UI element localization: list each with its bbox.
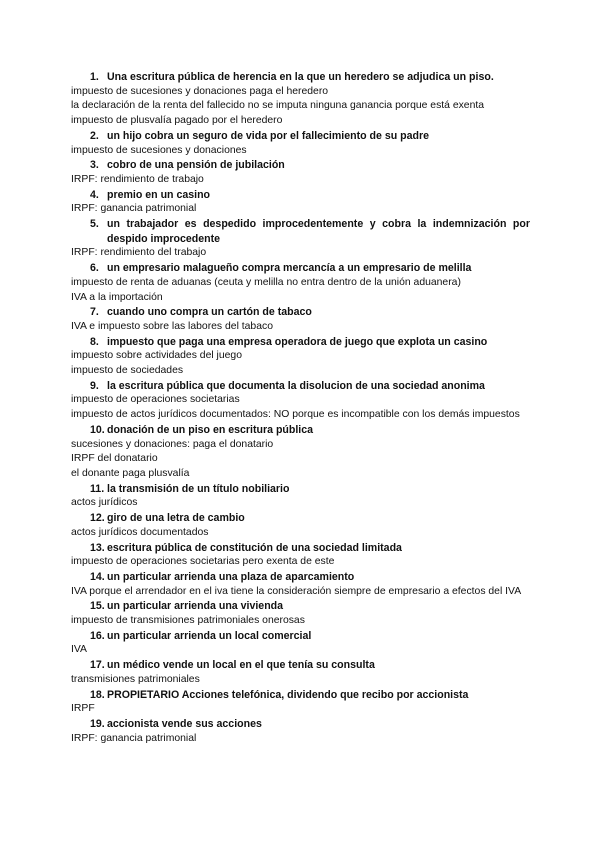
question-13 [90, 541, 530, 556]
answer-line: impuesto de transmisiones patrimoniales onerosas [71, 615, 305, 627]
answer-line: impuesto de sucesiones y donaciones [71, 144, 247, 156]
answer-line: IRPF: rendimiento de trabajo [71, 173, 204, 185]
question-number: 10. [90, 423, 105, 436]
question-text: la transmisión de un título nobiliario [107, 482, 290, 495]
answer-line: transmisiones patrimoniales [71, 673, 200, 685]
answer-line: IRPF: ganancia patrimonial [71, 203, 197, 215]
question-number: 7. [90, 306, 99, 319]
answer-line: IVA porque el arrendador en el iva tiene la consideración siempre de empresario a efectos del IVA [71, 585, 522, 597]
answer-line: impuesto de plusvalía pagado por el heredero [71, 115, 283, 127]
answer-line: impuesto de operaciones societarias [71, 394, 240, 406]
document-page [0, 70, 600, 746]
question-text: un particular arrienda una vivienda [107, 600, 284, 613]
question-3 [90, 158, 530, 173]
question-11 [90, 482, 530, 497]
answer-line: IRPF: rendimiento del trabajo [71, 247, 207, 259]
question-1 [90, 70, 530, 85]
question-15 [90, 599, 530, 614]
answer-line: IVA e impuesto sobre las labores del tabaco [71, 320, 273, 332]
answer-line: IRPF [71, 703, 95, 715]
question-5 [90, 217, 530, 246]
question-number: 14. [90, 570, 105, 583]
answer-line: impuesto de actos jurídicos documentados: NO porque es incompatible con los demás impuestos [71, 409, 520, 421]
question-number: 18. [90, 688, 105, 701]
question-text: impuesto que paga una empresa operadora de juego que explota un casino [107, 335, 488, 348]
question-number: 13. [90, 541, 105, 554]
question-number: 3. [90, 159, 99, 172]
question-text: escritura pública de constitución de una sociedad limitada [107, 541, 402, 554]
answer-line: el donante paga plusvalía [71, 467, 190, 479]
question-text: un trabajador es despedido improcedentemente y cobra la indemnización por despido improcedente [107, 218, 530, 245]
question-number: 1. [90, 71, 99, 83]
answer-line: impuesto de renta de aduanas (ceuta y melilla no entra dentro de la unión aduanera) [71, 276, 461, 288]
question-number: 11. [90, 482, 105, 495]
question-number: 16. [90, 629, 105, 642]
question-19 [90, 717, 530, 732]
question-text: accionista vende sus acciones [107, 717, 262, 730]
question-number: 19. [90, 717, 105, 730]
question-text: donación de un piso en escritura pública [107, 423, 314, 436]
question-number: 8. [90, 335, 99, 348]
question-text: un particular arrienda una plaza de aparcamiento [107, 570, 355, 583]
question-text: cobro de una pensión de jubilación [107, 159, 285, 172]
question-number: 17. [90, 659, 105, 672]
question-number: 6. [90, 262, 99, 275]
question-14 [90, 570, 530, 585]
question-text: cuando uno compra un cartón de tabaco [107, 306, 312, 319]
question-number: 5. [90, 218, 99, 231]
answer-line: IRPF: ganancia patrimonial [71, 732, 197, 744]
question-18 [90, 688, 530, 703]
question-text: un particular arrienda un local comercial [107, 629, 312, 642]
question-10 [90, 423, 530, 438]
answer-line: impuesto sobre actividades del juego [71, 350, 242, 362]
answer-line: actos jurídicos documentados [71, 526, 209, 538]
question-text: premio en un casino [107, 188, 211, 201]
question-text: Una escritura pública de herencia en la que un heredero se adjudica un piso. [107, 71, 494, 83]
question-7 [90, 305, 530, 320]
question-9 [90, 379, 530, 394]
question-12 [90, 511, 530, 526]
answer-line: impuesto de sucesiones y donaciones paga el heredero [71, 85, 329, 97]
question-text: un hijo cobra un seguro de vida por el fallecimiento de su padre [107, 129, 429, 142]
question-number: 12. [90, 512, 105, 525]
answer-line: IRPF del donatario [71, 453, 158, 465]
answer-line: sucesiones y donaciones: paga el donatario [71, 438, 274, 450]
answer-line: IVA [71, 644, 87, 656]
question-text: un médico vende un local en el que tenía su consulta [107, 659, 375, 672]
question-number: 4. [90, 188, 99, 201]
answer-line: la declaración de la renta del fallecido no se imputa ninguna ganancia porque está exenta [71, 100, 485, 112]
question-text: giro de una letra de cambio [107, 512, 245, 525]
answer-line: IVA a la importación [71, 291, 163, 303]
question-8 [90, 335, 530, 350]
question-text: un empresario malagueño compra mercancía a un empresario de melilla [107, 262, 472, 275]
question-2 [90, 129, 530, 144]
answer-line: impuesto de operaciones societarias pero exenta de este [71, 556, 335, 568]
question-16 [90, 629, 530, 644]
question-number: 15. [90, 600, 105, 613]
question-number: 9. [90, 379, 99, 392]
question-number: 2. [90, 129, 99, 142]
question-4 [90, 188, 530, 203]
answer-line: actos jurídicos [71, 497, 138, 509]
answer-line: impuesto de sociedades [71, 365, 184, 377]
question-17 [90, 658, 530, 673]
question-text: PROPIETARIO Acciones telefónica, dividendo que recibo por accionista [107, 688, 469, 701]
question-text: la escritura pública que documenta la disolucion de una sociedad anonima [107, 379, 485, 392]
question-6 [90, 261, 530, 276]
